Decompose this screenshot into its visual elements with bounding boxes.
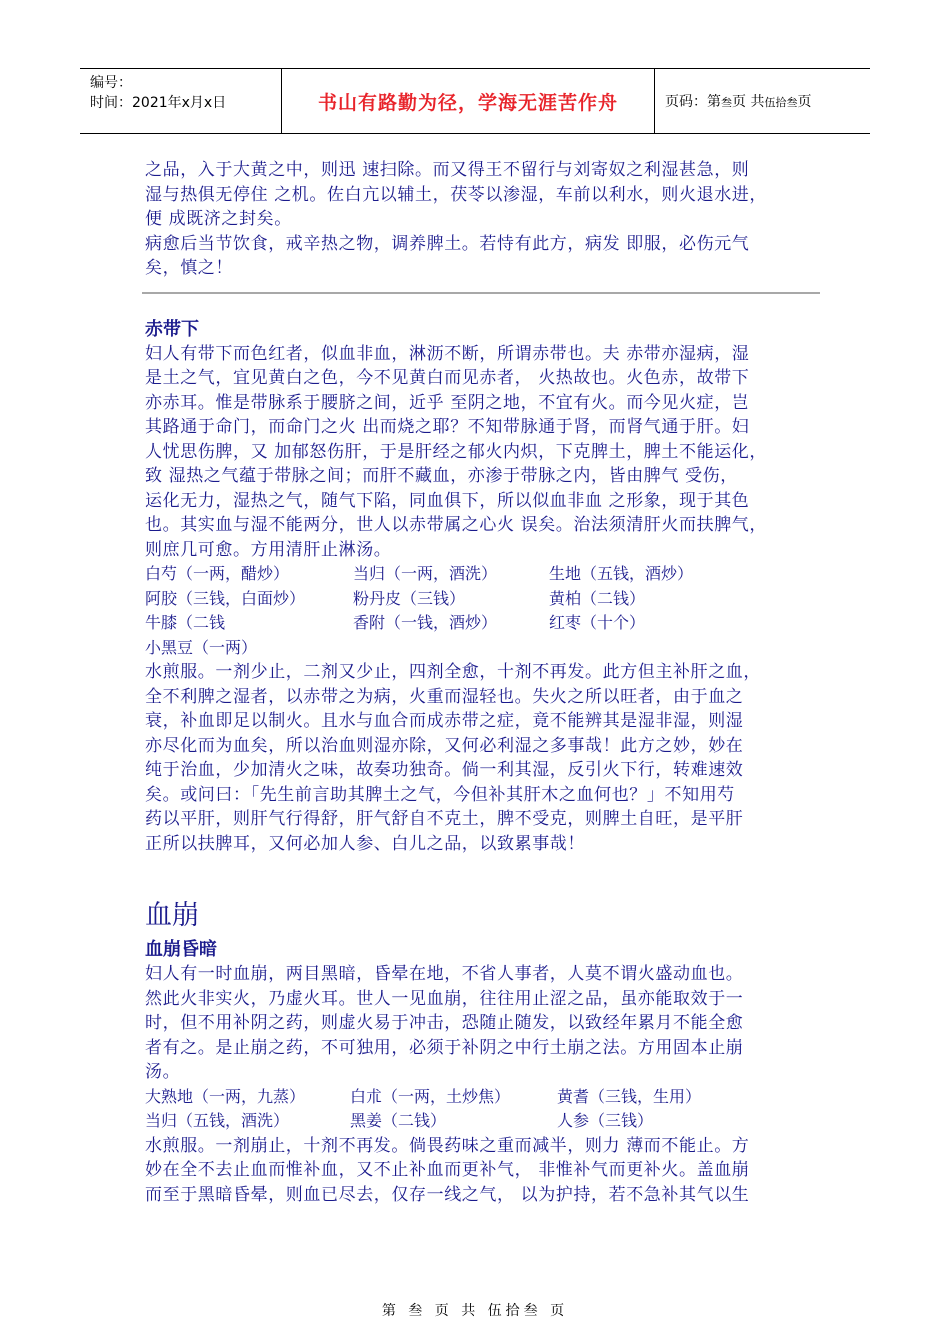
herb-row	[145, 1109, 817, 1134]
text-line: 妇人有一时血崩，两目黑暗，昏晕在地，不省人事者，人莫不谓火盛动血也。	[145, 964, 744, 984]
herb-item: 牛膝（二钱	[145, 613, 226, 632]
text-line: 也。其实血与湿不能两分，世人以赤带属之心火 误矣。治法须清肝火而扶脾气，	[145, 515, 768, 535]
herb-item: 红枣（十个）	[549, 613, 646, 632]
header-motto: 书山有路勤为径，学海无涯苦作舟	[317, 91, 618, 114]
text-line: 水煎服。一剂崩止，十剂不再发。倘畏药味之重而减半，则力 薄而不能止。方	[145, 1135, 750, 1156]
text-line: 亦赤耳。惟是带脉系于腰脐之间，近乎 至阴之地，不宜有火。而今见火症，岂	[145, 392, 750, 413]
section-title-chidai: 赤带下	[145, 318, 199, 340]
text-line: 运化无力，湿热之气，随气下陷，同血俱下，所以似血非血 之形象，现于其色	[145, 490, 750, 511]
document-body	[145, 158, 817, 1207]
text-line: 则庶几可愈。方用清肝止淋汤。	[145, 539, 392, 560]
section2-explanation	[145, 1134, 817, 1208]
section1-prescription	[145, 562, 817, 660]
page-current: 叁	[721, 96, 732, 109]
section1-paragraph	[145, 342, 817, 563]
page-number-label	[665, 91, 811, 111]
herb-item: 大熟地（一两，九蒸）	[145, 1086, 306, 1106]
text-line: 纯于治血，少加清火之味，故奏功独奇。倘一利其湿，反引火下行，转难速效	[145, 760, 744, 780]
document-date: 时间：2021年x月x日	[90, 95, 227, 111]
page-mid: 页 共	[732, 94, 765, 110]
herb-item: 白芍（一两，醋炒）	[145, 564, 290, 583]
page-footer: 第 叁 页 共 伍拾叁 页	[381, 1303, 569, 1319]
header-page-info	[655, 69, 870, 133]
text-line: 其路通于命门，而命门之火 出而烧之耶？不知带脉通于肾，而肾气通于肝。妇	[145, 417, 750, 437]
herb-row	[145, 562, 817, 587]
document-number-label: 编号：	[90, 75, 132, 91]
herb-item: 白朮（一两，土炒焦）	[350, 1086, 511, 1106]
text-line: 时，但不用补阴之药，则虚火易于冲击，恐随止随发，以致经年累月不能全愈	[145, 1013, 744, 1033]
text-line: 致 湿热之气蕴于带脉之间；而肝不藏血，亦渗于带脉之内，皆由脾气 受伤，	[145, 466, 738, 486]
text-line: 药以平肝，则肝气行得舒，肝气舒自不克土，脾不受克，则脾土自旺，是平肝	[145, 809, 744, 829]
text-line: 便 成既济之封矣。	[145, 209, 292, 229]
herb-item: 黄耆（三钱，生用）	[557, 1086, 702, 1106]
text-line: 病愈后当节饮食，戒辛热之物，调养脾土。若恃有此方，病发 即服，必伤元气	[145, 233, 750, 254]
herb-row	[145, 587, 817, 612]
header-motto-cell	[282, 69, 655, 133]
header-meta	[80, 69, 282, 133]
section1-explanation	[145, 660, 817, 856]
text-line: 然此火非实火，乃虚火耳。世人一见血崩，往往用止涩之品，虽亦能取效于一	[145, 988, 744, 1009]
herb-row	[145, 1085, 817, 1110]
herb-item: 小黑豆（一两）	[145, 637, 258, 657]
herb-item: 当归（五钱，酒洗）	[145, 1111, 290, 1130]
herb-item: 阿胶（三钱，白面炒）	[145, 588, 306, 608]
text-line: 者有之。是止崩之药，不可独用，必须于补阴之中行土崩之法。方用固本止崩	[145, 1037, 744, 1058]
text-line: 正所以扶脾耳，又何必加人参、白儿之品，以致累事哉！	[145, 833, 585, 854]
text-line: 之品，入于大黄之中，则迅 速扫除。而又得王不留行与刘寄奴之利湿甚急，则	[145, 160, 750, 180]
herb-item: 当归（一两，酒洗）	[353, 564, 498, 583]
page-suffix: 页	[797, 94, 812, 110]
page-prefix: 页码：第	[665, 94, 721, 110]
section-title-xuebeng-hunan: 血崩昏暗	[145, 939, 217, 960]
text-line: 妇人有带下而色红者，似血非血，淋沥不断，所谓赤带也。夫 赤带亦湿病，湿	[145, 343, 750, 364]
herb-item: 黑姜（二钱）	[350, 1111, 447, 1130]
intro-paragraph	[145, 158, 817, 281]
text-line: 湿与热俱无停住 之机。佐白亢以辅土，茯苓以渗湿，车前以利水，则火退水进，	[145, 184, 768, 205]
text-line: 妙在全不去止血而惟补血，又不止补血而更补气， 非惟补气而更补火。盖血崩	[145, 1160, 750, 1180]
text-line: 衰，补血即足以制火。且水与血合而成赤带之症，竟不能辨其是湿非湿，则湿	[145, 711, 744, 731]
herb-row	[145, 611, 817, 636]
herb-item: 人参（三钱）	[557, 1111, 654, 1130]
section-divider	[142, 292, 820, 294]
page-header	[80, 68, 870, 134]
text-line: 人忧思伤脾，又 加郁怒伤肝，于是肝经之郁火内炽，下克脾土，脾土不能运化，	[145, 441, 768, 462]
text-line: 矣。或问曰：「先生前言助其脾土之气，今但补其肝木之血何也？」不知用芍	[145, 784, 735, 805]
text-line: 全不利脾之湿者，以赤带之为病，火重而湿轻也。失火之所以旺者，由于血之	[145, 686, 744, 707]
text-line: 矣，慎之！	[145, 258, 233, 278]
text-line: 而至于黑暗昏晕，则血已尽去，仅存一线之气， 以为护持，若不急补其气以生	[145, 1184, 750, 1205]
text-line: 汤。	[145, 1062, 181, 1082]
section2-paragraph	[145, 962, 817, 1085]
herb-item: 粉丹皮（三钱）	[353, 588, 466, 608]
chapter-title-xuebeng: 血崩	[145, 900, 199, 931]
text-line: 水煎服。一剂少止，二剂又少止，四剂全愈，十剂不再发。此方但主补肝之血，	[145, 662, 761, 682]
page-total: 伍拾叁	[764, 96, 798, 109]
herb-row	[145, 636, 817, 661]
herb-item: 香附（一钱，酒炒）	[353, 613, 498, 632]
herb-item: 生地（五钱，酒炒）	[549, 564, 694, 583]
herb-item: 黄柏（二钱）	[549, 588, 646, 608]
text-line: 亦尽化而为血矣，所以治血则湿亦除，又何必利湿之多事哉！此方之妙，妙在	[145, 735, 744, 756]
section2-prescription	[145, 1085, 817, 1134]
text-line: 是土之气，宜见黄白之色，今不见黄白而见赤者， 火热故也。火色赤，故带下	[145, 368, 750, 388]
